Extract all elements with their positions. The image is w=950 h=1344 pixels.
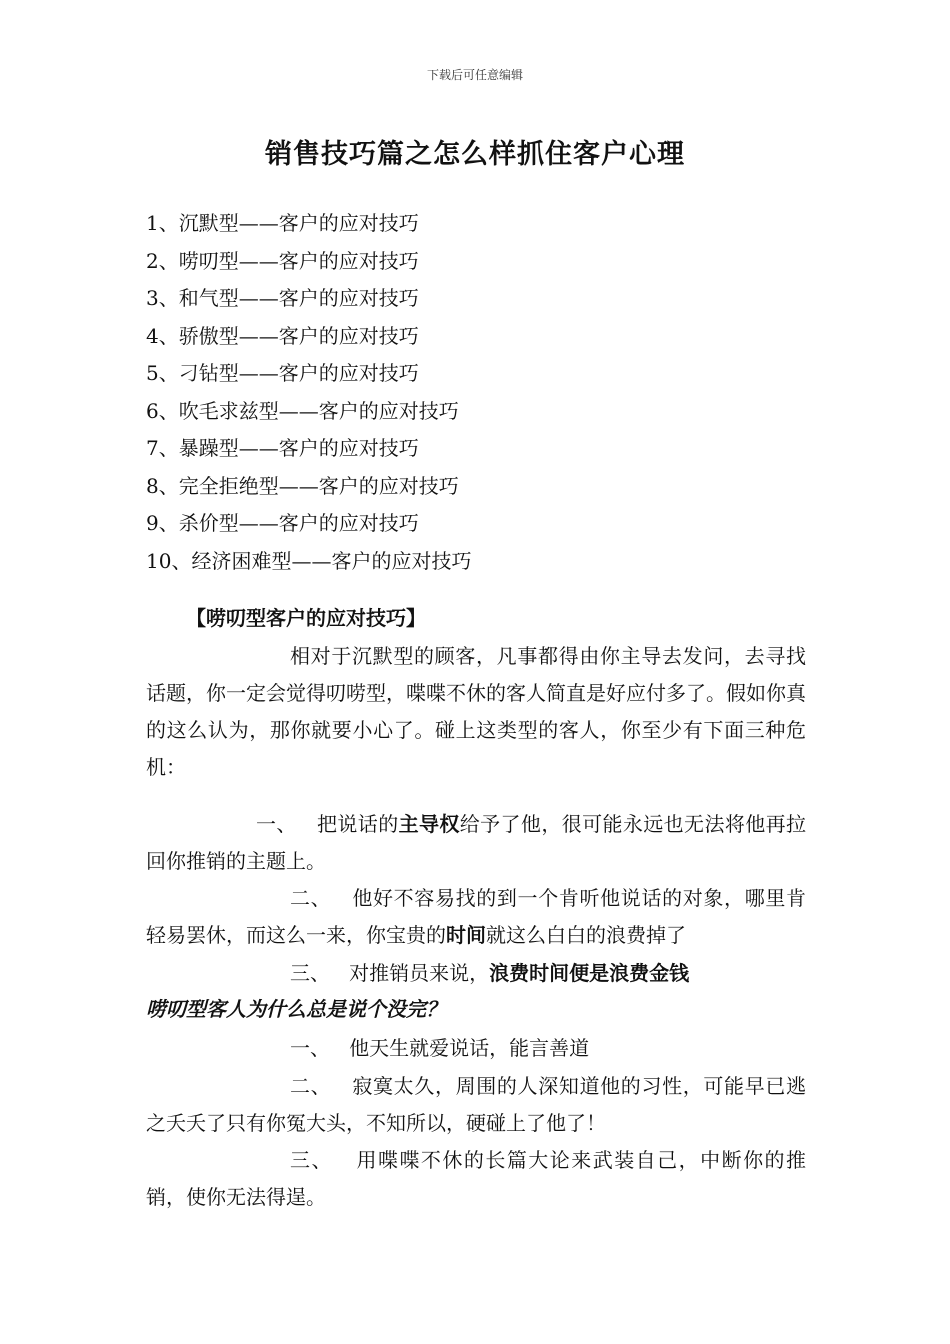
reason-text: 寂寞太久，周围的人深知道他的习性，可能早已逃之夭夭了只有你冤大头，不知所以，硬碰上了他了！ xyxy=(146,1074,807,1135)
reason-number: 三、 xyxy=(290,1148,333,1172)
why-heading: 唠叨型客人为什么总是说个没完？ xyxy=(146,997,446,1021)
emphasis-text: 时间 xyxy=(446,923,486,947)
reason-paragraph-2 xyxy=(146,1068,806,1142)
emphasis-text: 浪费时间便是浪费金钱 xyxy=(489,961,690,985)
toc-item: 7、暴躁型——客户的应对技巧 xyxy=(146,436,419,460)
crisis-number: 一、 xyxy=(256,812,297,836)
crisis-paragraph-2 xyxy=(146,880,806,954)
crisis-number: 二、 xyxy=(290,886,332,910)
crisis-text: 把说话的 xyxy=(317,812,399,836)
reason-number: 二、 xyxy=(290,1074,332,1098)
document-title: 销售技巧篇之怎么样抓住客户心理 xyxy=(265,139,685,170)
reason-text: 他天生就爱说话，能言善道 xyxy=(349,1036,590,1060)
crisis-text: 给予了他，很可能永远也无法将他再拉回你推销的主题上。 xyxy=(146,812,807,873)
toc-list xyxy=(146,207,471,582)
page-header: 下载后可任意编辑 xyxy=(426,68,523,82)
crisis-number: 三、 xyxy=(290,961,330,985)
toc-item: 10、经济困难型——客户的应对技巧 xyxy=(146,548,472,573)
toc-item: 2、唠叨型——客户的应对技巧 xyxy=(146,248,419,273)
toc-item: 5、刁钻型——客户的应对技巧 xyxy=(146,361,419,385)
toc-item: 4、骄傲型——客户的应对技巧 xyxy=(146,323,419,348)
toc-item: 9、杀价型——客户的应对技巧 xyxy=(146,511,419,535)
toc-item: 1、沉默型——客户的应对技巧 xyxy=(146,211,419,235)
reason-paragraph-3 xyxy=(146,1142,806,1216)
toc-item: 3、和气型——客户的应对技巧 xyxy=(146,286,419,310)
toc-item: 6、吹毛求兹型——客户的应对技巧 xyxy=(146,398,459,423)
intro-paragraph xyxy=(146,638,806,786)
crisis-paragraph-1 xyxy=(146,806,806,880)
crisis-text: 对推销员来说， xyxy=(349,961,490,985)
crisis-text: 就这么白白的浪费掉了 xyxy=(486,923,686,947)
reason-paragraph-1 xyxy=(146,1030,806,1067)
crisis-paragraph-3 xyxy=(146,955,806,992)
crisis-text: 他好不容易找的到一个肯听他说话的对象，哪里肯轻易罢休，而这么一来，你宝贵的 xyxy=(146,886,807,947)
section-heading: 【唠叨型客户的应对技巧】 xyxy=(186,606,426,630)
toc-item: 8、完全拒绝型——客户的应对技巧 xyxy=(146,473,459,498)
emphasis-text: 主导权 xyxy=(398,812,460,836)
reason-number: 一、 xyxy=(290,1036,330,1060)
reason-text: 用喋喋不休的长篇大论来武装自己，中断你的推销，使你无法得逞。 xyxy=(146,1148,807,1209)
intro-text: 相对于沉默型的顾客，凡事都得由你主导去发问，去寻找话题，你一定会觉得叨唠型，喋喋不休的客人简直是好应付多了。假如你真的这么认为，那你就要小心了。碰上这类型的客人，你至少有下面三种危机： xyxy=(146,644,806,779)
